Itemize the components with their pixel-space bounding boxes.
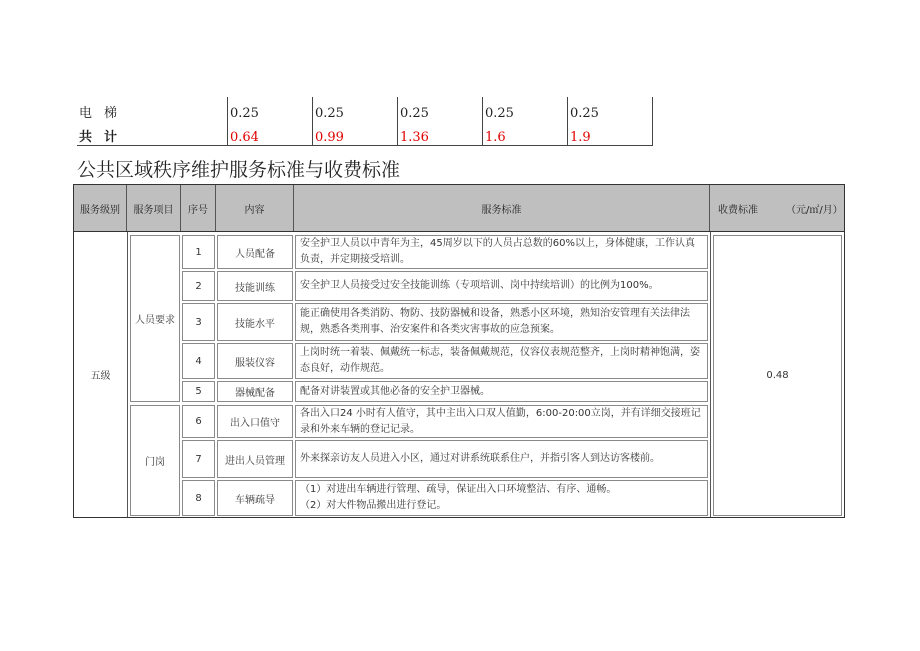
group-personnel: 人员要求 [130,235,180,402]
row-standard [295,343,708,379]
row-content: 车辆疏导 [217,480,293,516]
row-seq: 7 [182,440,215,478]
row-standard-text: 各出入口24 小时有人值守，其中主出入口双人值勤，6:00-20:00立岗，并有详细交接班记录和外来车辆的登记记录。 [300,407,701,435]
row-label: 电梯 [79,106,130,121]
header-fee-label: 收费标准 [718,204,758,216]
row-seq: 4 [182,343,215,379]
fee-row-elevator [77,97,653,121]
row-standard [295,271,708,301]
total-value: 0.99 [313,121,398,146]
standard-line: （2）对大件物品搬出进行登记。 [300,500,447,511]
row-content: 进出人员管理 [217,440,293,478]
row-standard-text: 配备对讲装置或其他必备的安全护卫器械。 [300,385,490,397]
standard-line: （1）对进出车辆进行管理、疏导，保证出入口环境整洁、有序、通畅。 [300,484,617,495]
row-standard-text: 能正确使用各类消防、物防、技防器械和设备，熟悉小区环境，熟知治安管理有关法律法规，熟悉各类刑事、治安案件和各类灾害事故的应急预案。 [300,308,690,335]
row-standard-lines [300,482,703,514]
total-value: 1.9 [568,121,653,146]
row-content: 出入口值守 [217,405,293,438]
column-divider [127,232,128,517]
header-level: 服务级别 [74,185,127,231]
row-content: 技能训练 [217,271,293,301]
header-standard: 服务标准 [294,185,710,231]
row-label: 共计 [77,121,228,146]
row-seq: 1 [182,235,215,269]
fee-value: 0.25 [228,97,313,121]
fee-summary-table [77,97,653,146]
service-standard-table [73,184,845,518]
row-standard [295,440,708,478]
total-value: 1.6 [483,121,568,146]
row-seq: 2 [182,271,215,301]
header-content: 内容 [216,185,294,231]
row-seq: 5 [182,381,215,402]
total-value: 0.64 [228,121,313,146]
fee-row-total [77,121,653,146]
fee-value: 0.25 [398,97,483,121]
row-seq: 3 [182,303,215,341]
row-standard [295,235,708,269]
total-value: 1.36 [398,121,483,146]
row-seq: 8 [182,480,215,516]
service-level: 五级 [90,371,111,382]
row-standard [295,381,708,402]
row-standard [295,303,708,341]
header-seq: 序号 [181,185,216,231]
row-standard-text: 上岗时统一着装、佩戴统一标志，装备佩戴规范，仪容仪表规范整齐，上岗时精神饱满，姿态良好，动作规范。 [300,347,700,374]
column-divider [710,232,711,517]
group-gate: 门岗 [130,405,180,516]
table-header [74,185,844,232]
fee-value: 0.25 [313,97,398,121]
fee-value-cell: 0.48 [713,235,842,516]
row-standard [295,480,708,516]
header-item: 服务项目 [127,185,181,231]
row-content: 服装仪容 [217,343,293,379]
row-standard-text: 安全护卫人员以中青年为主，45周岁以下的人员占总数的60%以上，身体健康，工作认真负责，并定期接受培训。 [300,238,695,265]
row-standard-text: 外来探亲访友人员进入小区，通过对讲系统联系住户，并指引客人到达访客楼前。 [300,453,660,464]
row-seq: 6 [182,405,215,438]
row-standard [295,405,708,438]
header-fee [710,185,844,231]
row-content: 器械配备 [217,381,293,402]
fee-value: 0.25 [483,97,568,121]
row-content: 人员配备 [217,235,293,269]
fee-value: 0.25 [568,97,653,121]
row-standard-text: 安全护卫人员接受过安全技能训练（专项培训、岗中持续培训）的比例为100%。 [300,280,659,291]
row-content: 技能水平 [217,303,293,341]
header-fee-unit: （元/㎡/月） [786,204,843,216]
section-title: 公共区域秩序维护服务标准与收费标准 [77,159,401,181]
